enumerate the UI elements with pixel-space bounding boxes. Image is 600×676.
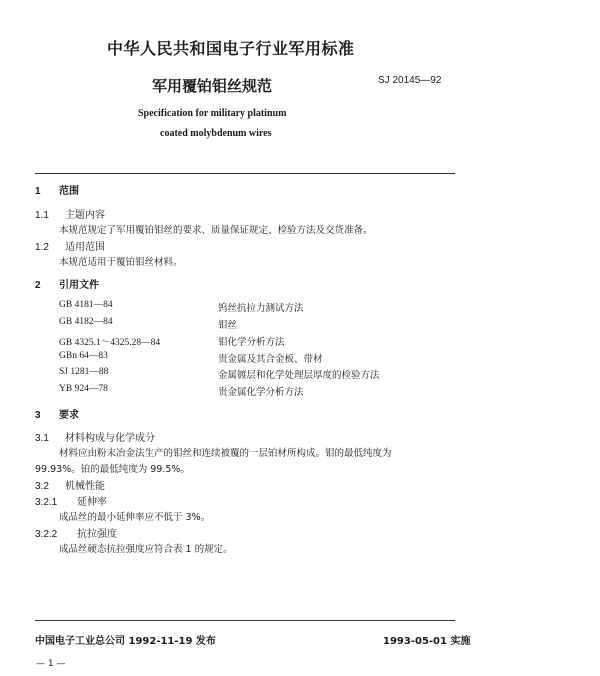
reference-name: 贵金属化学分析方法 xyxy=(218,387,304,398)
section-2-heading xyxy=(35,276,99,291)
bottom-divider xyxy=(35,620,455,621)
page-number: — 1 — xyxy=(36,659,66,669)
reference-name: 金属镀层和化学处理层厚度的检验方法 xyxy=(218,370,380,381)
document-title-chinese: 军用覆铂钼丝规范 xyxy=(152,77,273,95)
section-title: 引用文件 xyxy=(59,280,99,291)
issue-info: 中国电子工业总公司 1992-11-19 发布 xyxy=(35,636,216,647)
reference-code: GB 4181—84 xyxy=(59,300,113,310)
section-title: 范围 xyxy=(59,186,79,197)
section-number: 3.2.1 xyxy=(35,497,58,508)
section-number: 3.2.2 xyxy=(35,529,58,540)
section-3-2-heading xyxy=(35,477,105,492)
top-divider xyxy=(35,173,455,174)
section-title: 机械性能 xyxy=(65,481,105,492)
section-3-2-2-text: 成品丝硬态抗拉强度应符合表 1 的规定。 xyxy=(59,544,233,555)
section-number: 1 xyxy=(35,186,41,197)
section-title: 主题内容 xyxy=(65,210,105,221)
section-title: 适用范围 xyxy=(65,242,105,253)
section-1-1-text: 本规范规定了军用覆铂钼丝的要求、质量保证规定、检验方法及交货准备。 xyxy=(59,225,373,236)
reference-code: YB 924—78 xyxy=(59,384,108,394)
section-3-1-text-line2: 99.93%。铂的最低纯度为 99.5%。 xyxy=(35,464,190,475)
section-3-1-heading xyxy=(35,429,155,444)
section-title: 抗拉强度 xyxy=(77,529,117,540)
reference-code: GBn 64—83 xyxy=(59,351,108,361)
section-title: 延伸率 xyxy=(77,497,107,508)
reference-name: 钼丝 xyxy=(218,320,238,331)
reference-name: 钼化学分析方法 xyxy=(218,337,285,348)
section-title: 材料构成与化学成分 xyxy=(65,433,155,444)
section-number: 3.2 xyxy=(35,481,49,492)
section-3-2-2-heading xyxy=(35,525,117,540)
section-1-2-heading xyxy=(35,238,105,253)
section-title: 要求 xyxy=(59,410,79,421)
section-1-1-heading xyxy=(35,206,105,221)
section-3-2-1-text: 成品丝的最小延伸率应不低于 3%。 xyxy=(59,512,211,523)
section-3-heading xyxy=(35,406,79,421)
section-3-1-text-line1: 材料应由粉末冶金法生产的钼丝和连续被覆的一层铂材所构成。钼的最低纯度为 xyxy=(59,448,392,459)
standard-code: SJ 20145—92 xyxy=(378,75,442,86)
reference-name: 贵金属及其合金板、带材 xyxy=(218,354,323,365)
section-1-2-text: 本规范适用于覆铂钼丝材料。 xyxy=(59,257,183,268)
reference-code: GB 4182—84 xyxy=(59,317,113,327)
standard-category-title: 中华人民共和国电子行业军用标准 xyxy=(107,39,355,58)
section-number: 2 xyxy=(35,280,41,291)
reference-code: GB 4325.1～4325.28—84 xyxy=(59,338,161,348)
effective-date: 1993-05-01 实施 xyxy=(383,636,471,647)
reference-code: SJ 1281—88 xyxy=(59,367,109,377)
section-number: 1.1 xyxy=(35,210,49,221)
section-number: 3.1 xyxy=(35,433,49,444)
reference-name: 钨丝抗拉力测试方法 xyxy=(218,303,304,314)
document-title-english-line2: coated molybdenum wires xyxy=(160,128,272,139)
section-1-heading xyxy=(35,182,79,197)
section-number: 3 xyxy=(35,410,41,421)
section-3-2-1-heading xyxy=(35,493,107,508)
document-title-english-line1: Specification for military platinum xyxy=(138,108,287,119)
section-number: 1.2 xyxy=(35,242,49,253)
